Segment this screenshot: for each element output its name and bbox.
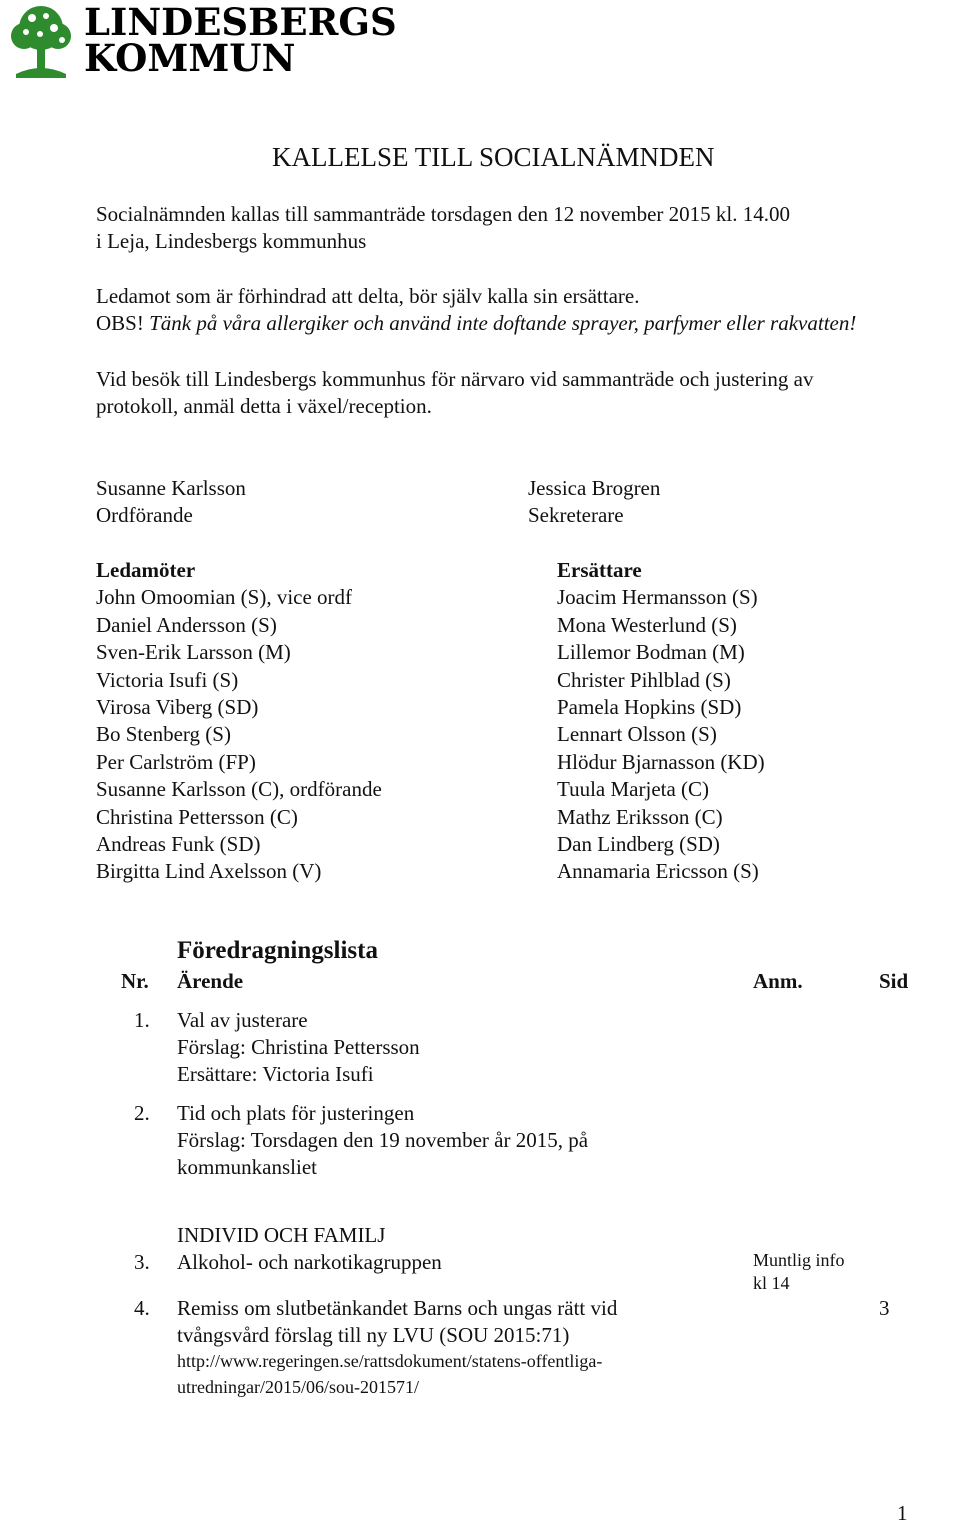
page-title: KALLELSE TILL SOCIALNÄMNDEN — [272, 142, 715, 172]
list-item: Bo Stenberg (S) — [96, 722, 231, 747]
list-item: Virosa Viberg (SD) — [96, 694, 259, 719]
logo-line-1: LINDESBERGS — [84, 0, 397, 44]
list-item: Mathz Eriksson (C) — [557, 804, 723, 829]
item-2-title: Tid och plats för justeringen — [177, 1101, 415, 1125]
intro-line-3: Ledamot som är förhindrad att delta, bör själv kalla sin ersättare. — [96, 284, 640, 308]
intro-line-1: Socialnämnden kallas till sammanträde torsdagen den 12 november 2015 kl. 14.00 — [96, 202, 791, 226]
list-item: Joacim Hermansson (S) — [557, 585, 758, 610]
intro-line-2: i Leja, Lindesbergs kommunhus — [96, 229, 367, 253]
section-heading: INDIVID OCH FAMILJ — [177, 1223, 386, 1247]
item-1-substitute: Ersättare: Victoria Isufi — [177, 1062, 374, 1086]
list-item: Lillemor Bodman (M) — [557, 640, 745, 665]
chair-role: Ordförande — [96, 503, 193, 527]
item-1-number: 1. — [134, 1008, 150, 1032]
members-heading: Ledamöter — [96, 558, 196, 582]
list-item: Dan Lindberg (SD) — [557, 831, 720, 856]
obs-notice — [96, 310, 856, 337]
list-item: Sven-Erik Larsson (M) — [96, 640, 291, 665]
obs-text: Tänk på våra allergiker och använd inte doftande sprayer, parfymer eller rakvatten! — [143, 311, 857, 335]
tree-icon — [6, 4, 76, 78]
list-item: Pamela Hopkins (SD) — [557, 694, 742, 719]
item-3-note-1: Muntlig info — [753, 1250, 845, 1270]
col-header-page: Sid — [879, 969, 909, 993]
list-item: Christina Pettersson (C) — [96, 804, 298, 829]
item-4-title-cont: tvångsvård förslag till ny LVU (SOU 2015:71) — [177, 1323, 570, 1347]
list-item: Birgitta Lind Axelsson (V) — [96, 859, 322, 884]
list-item: Hlödur Bjarnasson (KD) — [557, 749, 765, 774]
item-4-link-1[interactable]: http://www.regeringen.se/rattsdokument/statens-offentliga- — [177, 1351, 603, 1371]
item-2-proposal-cont: kommunkansliet — [177, 1155, 317, 1179]
logo-line-2: KOMMUN — [84, 36, 296, 80]
item-3-note-2: kl 14 — [753, 1273, 790, 1293]
list-item: Victoria Isufi (S) — [96, 667, 239, 692]
list-item: Mona Westerlund (S) — [557, 612, 737, 637]
list-item: John Omoomian (S), vice ordf — [96, 585, 353, 610]
item-4-number: 4. — [134, 1296, 150, 1320]
chair-name: Susanne Karlsson — [96, 476, 246, 500]
members-list — [96, 557, 382, 886]
list-item: Lennart Olsson (S) — [557, 722, 717, 747]
item-2-number: 2. — [134, 1101, 150, 1125]
item-1-title: Val av justerare — [177, 1008, 308, 1032]
list-item: Per Carlström (FP) — [96, 749, 256, 774]
obs-label: OBS! — [96, 311, 144, 335]
item-1-proposal: Förslag: Christina Pettersson — [177, 1035, 420, 1059]
list-item: Annamaria Ericsson (S) — [557, 859, 759, 884]
col-header-nr: Nr. — [121, 969, 149, 993]
visit-line-1: Vid besök till Lindesbergs kommunhus för närvaro vid sammanträde och justering av — [96, 367, 814, 391]
secretary-name: Jessica Brogren — [528, 476, 661, 500]
col-header-item: Ärende — [177, 969, 244, 993]
visit-line-2: protokoll, anmäl detta i växel/reception. — [96, 394, 432, 418]
item-4-title: Remiss om slutbetänkandet Barns och ungas rätt vid — [177, 1296, 618, 1320]
substitutes-list — [557, 557, 765, 886]
item-3-number: 3. — [134, 1250, 150, 1274]
item-3-title: Alkohol- och narkotikagruppen — [177, 1250, 442, 1274]
municipality-logo — [6, 0, 397, 80]
list-item: Andreas Funk (SD) — [96, 831, 261, 856]
item-2-proposal: Förslag: Torsdagen den 19 november år 2015, på — [177, 1128, 589, 1152]
list-item: Christer Pihlblad (S) — [557, 667, 731, 692]
secretary-role: Sekreterare — [528, 503, 624, 527]
agenda-title: Föredragningslista — [177, 937, 378, 964]
col-header-note: Anm. — [753, 969, 803, 993]
item-4-page: 3 — [879, 1296, 890, 1320]
list-item: Daniel Andersson (S) — [96, 612, 277, 637]
list-item: Susanne Karlsson (C), ordförande — [96, 777, 382, 802]
substitutes-heading: Ersättare — [557, 558, 642, 582]
list-item: Tuula Marjeta (C) — [557, 777, 710, 802]
item-4-link-2[interactable]: utredningar/2015/06/sou-201571/ — [177, 1377, 419, 1397]
page-number: 1 — [897, 1501, 908, 1525]
